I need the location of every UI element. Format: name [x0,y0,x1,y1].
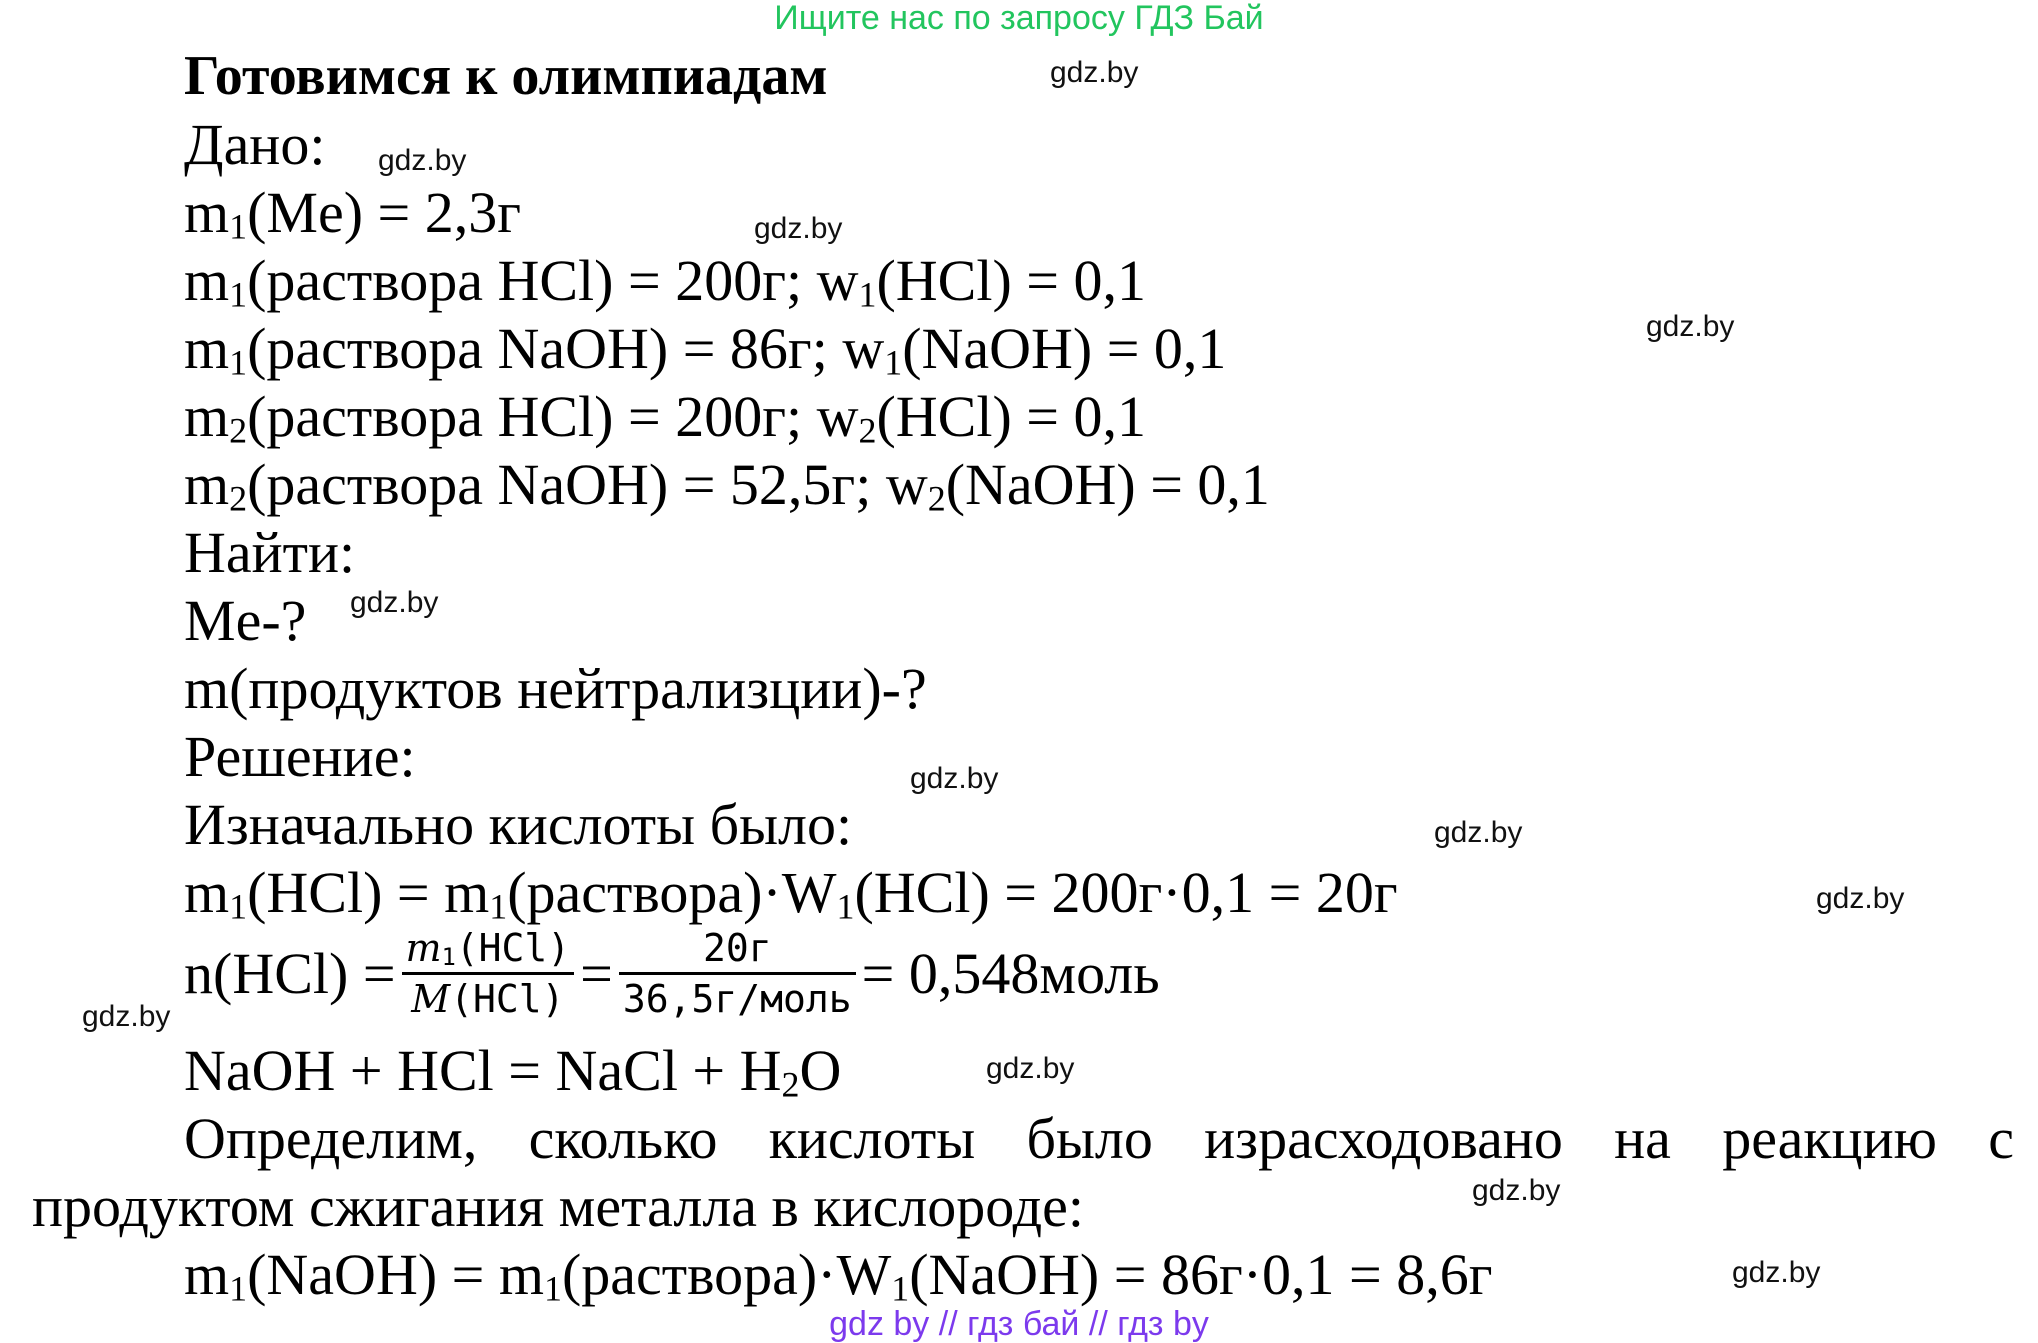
given-line-3: $m_1(раствора$ NaOH) = 86г; $w_1(NaOH) = 0,1$ [184,316,1227,383]
solution-line-6: продуктом сжигания металла в кислороде: [32,1174,1084,1239]
find-line-1: Me-? [184,588,307,653]
top-banner: Ищите нас по запросу ГДЗ Бай [774,0,1264,37]
page-title: Готовимся к олимпиадам [184,45,828,107]
find-label: Найти: [184,520,356,585]
watermark: gdz.by [1646,310,1735,343]
find-line-2: m(продуктов нейтрализции)-? [184,656,927,721]
watermark: gdz.by [378,144,467,177]
given-line-2: $m_1(раствора$ HCl) = 200г; $w_1(HCl) = 0,1$ [184,248,1147,315]
watermark: gdz.by [82,1000,171,1033]
given-line-1: $m_1(Me) = 2,3г$ [184,180,522,247]
watermark: gdz.by [1732,1256,1821,1289]
solution-line-7: $m_1(NaOH)$ = $m_1(раствора)\cdot W_1(NaOH) = 86г\cdot 0,1 = 8,6г$ [184,1242,1493,1309]
watermark: gdz.by [910,762,999,795]
watermark: gdz.by [1434,816,1523,849]
given-line-4: $m_2(раствора$ HCl) = 200г; $w_2(HCl) = 0,1$ [184,384,1147,451]
watermark: gdz.by [350,586,439,619]
bottom-banner: gdz by // гдз бай // гдз by [829,1305,1209,1343]
fraction-numeric: $\frac{20г}{\text{36,5г/моль}}$ [619,924,856,1023]
solution-line-2: $m_1(HCl)$ = $m_1(раствора)\cdot W_1(HCl) = 200г\cdot 0,1 = 20г$ [184,860,1398,927]
given-label: Дано: [184,112,326,177]
solution-line-3: n(HCl) = $\frac{m_1(HCl)}{\text{M(HCl)}}$ = $\frac{20г}{\text{36,5г/моль}}$ = 0,548моль [184,926,1160,1021]
solution-label: Решение: [184,724,416,789]
watermark: gdz.by [1050,56,1139,89]
solution-line-4: NaOH + HCl = NaCl + $H_2O$ [184,1038,842,1105]
watermark: gdz.by [986,1052,1075,1085]
solution-line-1: Изначально кислоты было: [184,792,853,857]
watermark: gdz.by [1816,882,1905,915]
given-line-5: $m_2(раствора$ NaOH) = 52,5г; $w_2(NaOH) = 0,1$ [184,452,1270,519]
solution-line-5: Определим, сколько кислоты было израсходовано на реакцию с [184,1106,2014,1171]
watermark: gdz.by [754,212,843,245]
watermark: gdz.by [1472,1174,1561,1207]
fraction-mass-over-molar: $\frac{m_1(HCl)}{\text{M(HCl)}}$ [402,924,575,1023]
